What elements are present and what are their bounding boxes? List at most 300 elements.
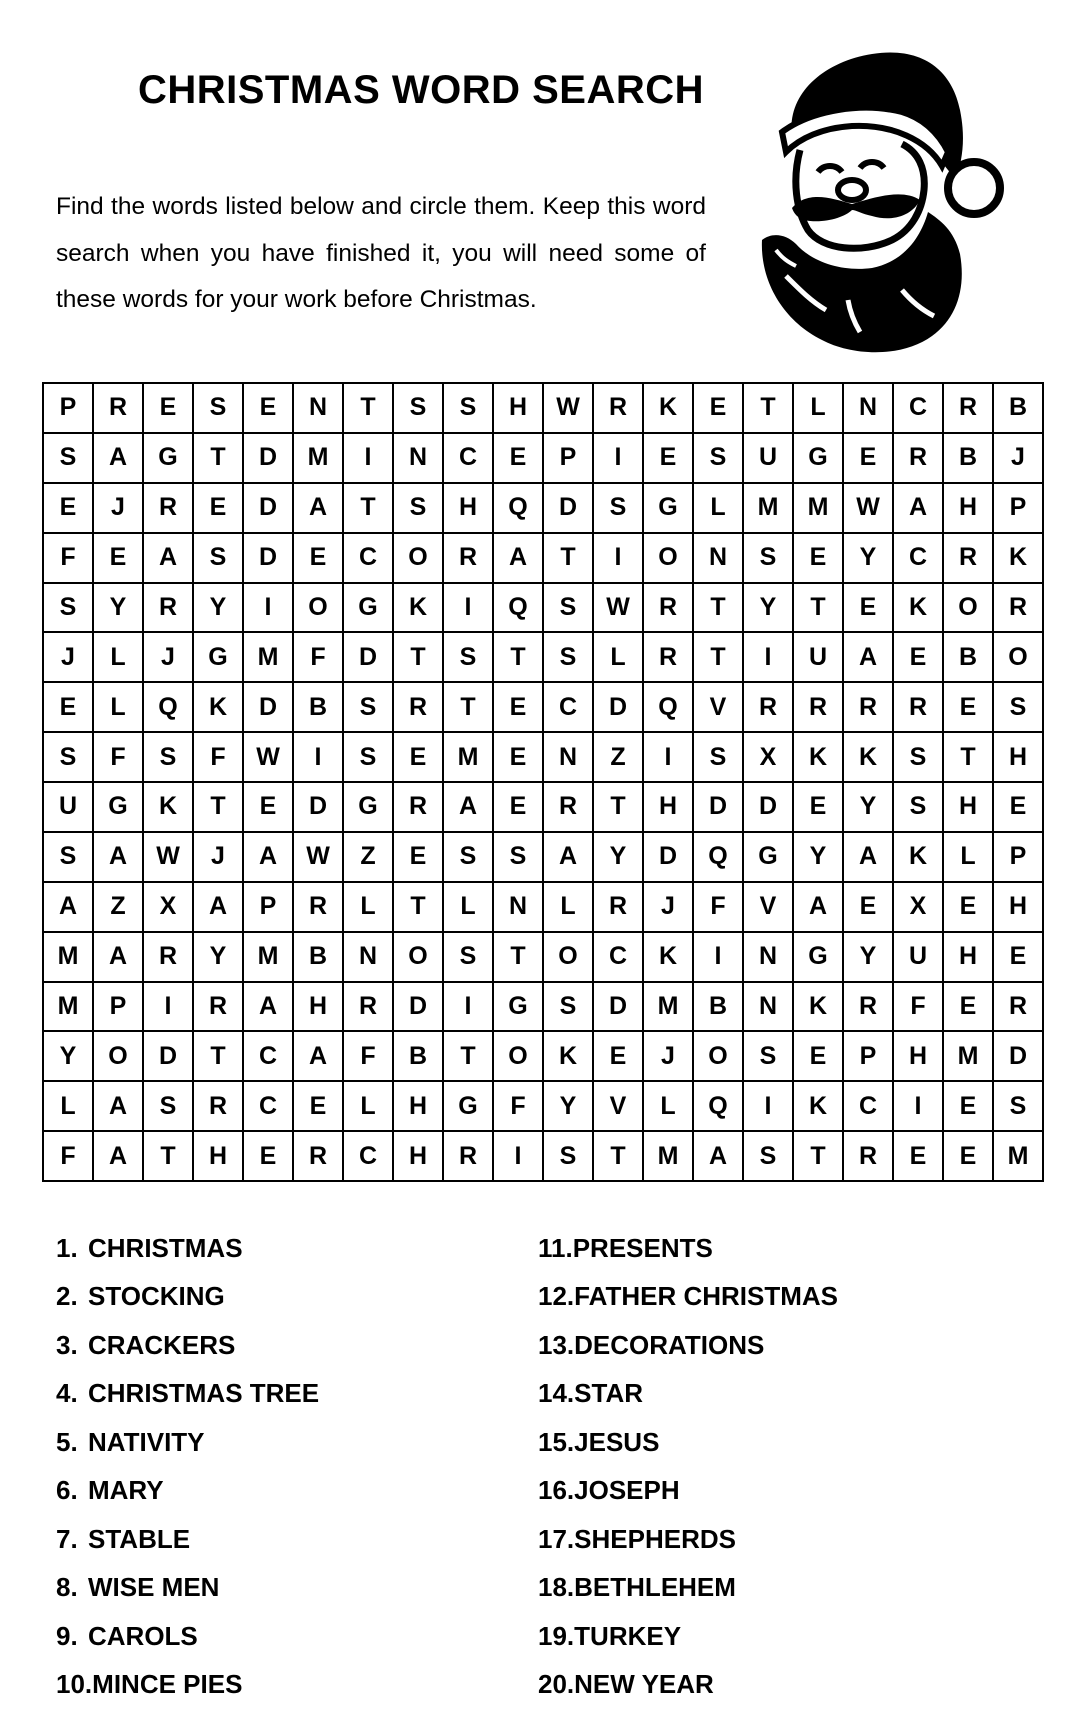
grid-cell[interactable]: I [494,1132,544,1182]
grid-cell[interactable]: E [694,384,744,434]
grid-cell[interactable]: U [44,783,94,833]
grid-cell[interactable]: S [194,534,244,584]
grid-cell[interactable]: T [444,1032,494,1082]
grid-cell[interactable]: R [994,983,1044,1033]
grid-cell[interactable]: F [694,883,744,933]
grid-cell[interactable]: R [894,434,944,484]
grid-cell[interactable]: M [294,434,344,484]
grid-cell[interactable]: S [694,733,744,783]
grid-cell[interactable]: E [894,1132,944,1182]
grid-cell[interactable]: H [994,733,1044,783]
grid-cell[interactable]: O [694,1032,744,1082]
grid-cell[interactable]: A [94,1132,144,1182]
grid-cell[interactable]: S [44,833,94,883]
grid-cell[interactable]: W [244,733,294,783]
grid-cell[interactable]: G [144,434,194,484]
grid-cell[interactable]: R [344,983,394,1033]
grid-cell[interactable]: S [394,384,444,434]
grid-cell[interactable]: A [844,833,894,883]
grid-cell[interactable]: T [194,783,244,833]
grid-cell[interactable]: T [394,633,444,683]
grid-cell[interactable]: R [294,1132,344,1182]
grid-cell[interactable]: C [244,1082,294,1132]
grid-cell[interactable]: S [194,384,244,434]
grid-cell[interactable]: P [844,1032,894,1082]
grid-cell[interactable]: I [744,633,794,683]
grid-cell[interactable]: T [194,1032,244,1082]
grid-cell[interactable]: E [994,933,1044,983]
grid-cell[interactable]: S [394,484,444,534]
grid-cell[interactable]: I [344,434,394,484]
grid-cell[interactable]: R [144,933,194,983]
grid-cell[interactable]: G [644,484,694,534]
grid-cell[interactable]: C [544,683,594,733]
grid-cell[interactable]: E [944,1082,994,1132]
grid-cell[interactable]: O [494,1032,544,1082]
grid-cell[interactable]: C [344,534,394,584]
grid-cell[interactable]: P [994,833,1044,883]
grid-cell[interactable]: S [444,833,494,883]
grid-cell[interactable]: T [944,733,994,783]
grid-cell[interactable]: F [94,733,144,783]
grid-cell[interactable]: T [794,1132,844,1182]
grid-cell[interactable]: I [444,584,494,634]
grid-cell[interactable]: F [894,983,944,1033]
grid-cell[interactable]: M [794,484,844,534]
grid-cell[interactable]: S [144,733,194,783]
grid-cell[interactable]: K [794,983,844,1033]
grid-cell[interactable]: Z [594,733,644,783]
grid-cell[interactable]: A [44,883,94,933]
grid-cell[interactable]: Q [644,683,694,733]
grid-cell[interactable]: G [494,983,544,1033]
grid-cell[interactable]: P [244,883,294,933]
grid-cell[interactable]: R [944,534,994,584]
grid-cell[interactable]: M [944,1032,994,1082]
grid-cell[interactable]: Q [694,1082,744,1132]
grid-cell[interactable]: L [594,633,644,683]
grid-cell[interactable]: A [244,983,294,1033]
grid-cell[interactable]: A [194,883,244,933]
grid-cell[interactable]: H [444,484,494,534]
grid-cell[interactable]: S [544,983,594,1033]
grid-cell[interactable]: R [444,534,494,584]
grid-cell[interactable]: E [944,683,994,733]
grid-cell[interactable]: T [594,783,644,833]
grid-cell[interactable]: S [994,683,1044,733]
grid-cell[interactable]: S [894,783,944,833]
grid-cell[interactable]: I [594,534,644,584]
grid-cell[interactable]: H [944,484,994,534]
grid-cell[interactable]: I [694,933,744,983]
grid-cell[interactable]: N [544,733,594,783]
grid-cell[interactable]: H [944,933,994,983]
grid-cell[interactable]: Y [794,833,844,883]
grid-cell[interactable]: D [594,983,644,1033]
grid-cell[interactable]: S [544,633,594,683]
grid-cell[interactable]: B [994,384,1044,434]
grid-cell[interactable]: U [744,434,794,484]
grid-cell[interactable]: R [844,1132,894,1182]
grid-cell[interactable]: S [744,534,794,584]
grid-cell[interactable]: O [394,933,444,983]
grid-cell[interactable]: R [744,683,794,733]
grid-cell[interactable]: T [544,534,594,584]
grid-cell[interactable]: E [294,534,344,584]
grid-cell[interactable]: M [744,484,794,534]
grid-cell[interactable]: E [944,1132,994,1182]
grid-cell[interactable]: H [194,1132,244,1182]
grid-cell[interactable]: Z [94,883,144,933]
grid-cell[interactable]: J [94,484,144,534]
grid-cell[interactable]: G [194,633,244,683]
grid-cell[interactable]: C [844,1082,894,1132]
grid-cell[interactable]: A [694,1132,744,1182]
grid-cell[interactable]: K [144,783,194,833]
grid-cell[interactable]: L [94,683,144,733]
grid-cell[interactable]: A [794,883,844,933]
grid-cell[interactable]: D [244,683,294,733]
grid-cell[interactable]: M [244,633,294,683]
grid-cell[interactable]: B [694,983,744,1033]
grid-cell[interactable]: K [894,833,944,883]
grid-cell[interactable]: N [344,933,394,983]
grid-cell[interactable]: S [444,933,494,983]
grid-cell[interactable]: E [244,1132,294,1182]
grid-cell[interactable]: H [944,783,994,833]
grid-cell[interactable]: D [744,783,794,833]
grid-cell[interactable]: S [444,633,494,683]
grid-cell[interactable]: N [394,434,444,484]
grid-cell[interactable]: E [294,1082,344,1132]
grid-cell[interactable]: N [694,534,744,584]
grid-cell[interactable]: E [44,484,94,534]
grid-cell[interactable]: I [644,733,694,783]
grid-cell[interactable]: R [144,584,194,634]
grid-cell[interactable]: F [494,1082,544,1132]
grid-cell[interactable]: S [544,1132,594,1182]
grid-cell[interactable]: B [394,1032,444,1082]
grid-cell[interactable]: E [944,983,994,1033]
grid-cell[interactable]: C [594,933,644,983]
grid-cell[interactable]: D [544,484,594,534]
grid-cell[interactable]: E [794,1032,844,1082]
grid-cell[interactable]: Y [594,833,644,883]
grid-cell[interactable]: T [794,584,844,634]
grid-cell[interactable]: Y [544,1082,594,1132]
grid-cell[interactable]: I [444,983,494,1033]
grid-cell[interactable]: K [644,933,694,983]
grid-cell[interactable]: Y [844,534,894,584]
grid-cell[interactable]: R [994,584,1044,634]
grid-cell[interactable]: E [844,584,894,634]
grid-cell[interactable]: N [744,983,794,1033]
grid-cell[interactable]: Y [94,584,144,634]
grid-cell[interactable]: F [44,534,94,584]
grid-cell[interactable]: A [894,484,944,534]
grid-cell[interactable]: I [744,1082,794,1132]
grid-cell[interactable]: S [44,434,94,484]
grid-cell[interactable]: I [294,733,344,783]
grid-cell[interactable]: F [294,633,344,683]
grid-cell[interactable]: R [444,1132,494,1182]
grid-cell[interactable]: R [894,683,944,733]
grid-cell[interactable]: E [794,783,844,833]
grid-cell[interactable]: D [644,833,694,883]
grid-cell[interactable]: T [744,384,794,434]
grid-cell[interactable]: V [594,1082,644,1132]
grid-cell[interactable]: T [344,484,394,534]
grid-cell[interactable]: T [494,933,544,983]
grid-cell[interactable]: H [394,1082,444,1132]
grid-cell[interactable]: N [744,933,794,983]
grid-cell[interactable]: O [394,534,444,584]
grid-cell[interactable]: F [44,1132,94,1182]
grid-cell[interactable]: T [394,883,444,933]
grid-cell[interactable]: S [744,1032,794,1082]
grid-cell[interactable]: E [244,783,294,833]
grid-cell[interactable]: A [294,484,344,534]
grid-cell[interactable]: J [994,434,1044,484]
grid-cell[interactable]: R [144,484,194,534]
grid-cell[interactable]: E [894,633,944,683]
grid-cell[interactable]: E [494,434,544,484]
grid-cell[interactable]: S [344,733,394,783]
grid-cell[interactable]: R [594,883,644,933]
grid-cell[interactable]: V [744,883,794,933]
grid-cell[interactable]: B [944,633,994,683]
grid-cell[interactable]: B [294,933,344,983]
grid-cell[interactable]: H [994,883,1044,933]
grid-cell[interactable]: N [294,384,344,434]
grid-cell[interactable]: Q [144,683,194,733]
grid-cell[interactable]: S [694,434,744,484]
grid-cell[interactable]: K [794,733,844,783]
grid-cell[interactable]: V [694,683,744,733]
grid-cell[interactable]: E [844,434,894,484]
grid-cell[interactable]: G [94,783,144,833]
grid-cell[interactable]: E [844,883,894,933]
grid-cell[interactable]: S [894,733,944,783]
grid-cell[interactable]: D [994,1032,1044,1082]
grid-cell[interactable]: G [344,783,394,833]
grid-cell[interactable]: T [494,633,544,683]
grid-cell[interactable]: L [344,1082,394,1132]
grid-cell[interactable]: O [944,584,994,634]
grid-cell[interactable]: A [844,633,894,683]
grid-cell[interactable]: E [394,733,444,783]
grid-cell[interactable]: N [494,883,544,933]
grid-cell[interactable]: T [344,384,394,434]
grid-cell[interactable]: D [144,1032,194,1082]
grid-cell[interactable]: E [194,484,244,534]
grid-cell[interactable]: B [944,434,994,484]
grid-cell[interactable]: E [944,883,994,933]
grid-cell[interactable]: O [544,933,594,983]
grid-cell[interactable]: R [644,584,694,634]
grid-cell[interactable]: H [494,384,544,434]
grid-cell[interactable]: S [994,1082,1044,1132]
grid-cell[interactable]: E [994,783,1044,833]
grid-cell[interactable]: Z [344,833,394,883]
grid-cell[interactable]: N [844,384,894,434]
grid-cell[interactable]: C [894,384,944,434]
grid-cell[interactable]: O [994,633,1044,683]
grid-cell[interactable]: Y [194,933,244,983]
grid-cell[interactable]: E [594,1032,644,1082]
grid-cell[interactable]: E [144,384,194,434]
grid-cell[interactable]: D [244,434,294,484]
grid-cell[interactable]: S [44,733,94,783]
grid-cell[interactable]: W [294,833,344,883]
grid-cell[interactable]: D [294,783,344,833]
grid-cell[interactable]: C [894,534,944,584]
grid-cell[interactable]: K [194,683,244,733]
grid-cell[interactable]: I [894,1082,944,1132]
grid-cell[interactable]: R [544,783,594,833]
grid-cell[interactable]: G [744,833,794,883]
grid-cell[interactable]: A [94,434,144,484]
grid-cell[interactable]: M [644,983,694,1033]
grid-cell[interactable]: A [94,933,144,983]
grid-cell[interactable]: Y [844,783,894,833]
grid-cell[interactable]: K [994,534,1044,584]
grid-cell[interactable]: D [594,683,644,733]
grid-cell[interactable]: M [44,933,94,983]
grid-cell[interactable]: M [994,1132,1044,1182]
grid-cell[interactable]: W [144,833,194,883]
grid-cell[interactable]: A [444,783,494,833]
grid-cell[interactable]: L [644,1082,694,1132]
grid-cell[interactable]: U [894,933,944,983]
grid-cell[interactable]: G [794,933,844,983]
grid-cell[interactable]: J [644,1032,694,1082]
grid-cell[interactable]: L [944,833,994,883]
grid-cell[interactable]: L [794,384,844,434]
grid-cell[interactable]: A [94,833,144,883]
grid-cell[interactable]: K [644,384,694,434]
grid-cell[interactable]: W [844,484,894,534]
grid-cell[interactable]: Y [744,584,794,634]
grid-cell[interactable]: Y [844,933,894,983]
grid-cell[interactable]: A [244,833,294,883]
grid-cell[interactable]: K [894,584,944,634]
grid-cell[interactable]: K [794,1082,844,1132]
grid-cell[interactable]: R [844,683,894,733]
grid-cell[interactable]: P [994,484,1044,534]
grid-cell[interactable]: S [344,683,394,733]
grid-cell[interactable]: P [44,384,94,434]
grid-cell[interactable]: I [144,983,194,1033]
grid-cell[interactable]: R [394,783,444,833]
grid-cell[interactable]: K [844,733,894,783]
grid-cell[interactable]: O [94,1032,144,1082]
grid-cell[interactable]: T [144,1132,194,1182]
grid-cell[interactable]: H [294,983,344,1033]
grid-cell[interactable]: E [494,733,544,783]
grid-cell[interactable]: J [644,883,694,933]
grid-cell[interactable]: X [894,883,944,933]
grid-cell[interactable]: S [444,384,494,434]
grid-cell[interactable]: A [94,1082,144,1132]
grid-cell[interactable]: S [594,484,644,534]
grid-cell[interactable]: A [144,534,194,584]
grid-cell[interactable]: E [394,833,444,883]
grid-cell[interactable]: E [244,384,294,434]
grid-cell[interactable]: E [44,683,94,733]
grid-cell[interactable]: E [494,683,544,733]
grid-cell[interactable]: C [244,1032,294,1082]
grid-cell[interactable]: D [344,633,394,683]
grid-cell[interactable]: R [794,683,844,733]
grid-cell[interactable]: L [444,883,494,933]
grid-cell[interactable]: H [394,1132,444,1182]
grid-cell[interactable]: C [344,1132,394,1182]
grid-cell[interactable]: S [544,584,594,634]
grid-cell[interactable]: R [844,983,894,1033]
grid-cell[interactable]: R [394,683,444,733]
grid-cell[interactable]: E [644,434,694,484]
grid-cell[interactable]: X [744,733,794,783]
grid-cell[interactable]: R [194,1082,244,1132]
grid-cell[interactable]: S [44,584,94,634]
grid-cell[interactable]: Y [44,1032,94,1082]
grid-cell[interactable]: Q [494,484,544,534]
grid-cell[interactable]: D [244,534,294,584]
grid-cell[interactable]: Y [194,584,244,634]
grid-cell[interactable]: K [394,584,444,634]
grid-cell[interactable]: R [194,983,244,1033]
grid-cell[interactable]: B [294,683,344,733]
grid-cell[interactable]: R [944,384,994,434]
grid-cell[interactable]: T [444,683,494,733]
grid-cell[interactable]: L [94,633,144,683]
grid-cell[interactable]: E [494,783,544,833]
grid-cell[interactable]: D [694,783,744,833]
grid-cell[interactable]: P [544,434,594,484]
grid-cell[interactable]: Q [494,584,544,634]
grid-cell[interactable]: D [394,983,444,1033]
grid-cell[interactable]: R [294,883,344,933]
grid-cell[interactable]: S [744,1132,794,1182]
grid-cell[interactable]: R [644,633,694,683]
grid-cell[interactable]: U [794,633,844,683]
grid-cell[interactable]: M [244,933,294,983]
grid-cell[interactable]: G [344,584,394,634]
grid-cell[interactable]: L [44,1082,94,1132]
grid-cell[interactable]: R [94,384,144,434]
grid-cell[interactable]: W [594,584,644,634]
grid-cell[interactable]: A [294,1032,344,1082]
grid-cell[interactable]: M [444,733,494,783]
grid-cell[interactable]: J [44,633,94,683]
grid-cell[interactable]: M [644,1132,694,1182]
grid-cell[interactable]: S [144,1082,194,1132]
grid-cell[interactable]: R [594,384,644,434]
grid-cell[interactable]: M [44,983,94,1033]
grid-cell[interactable]: T [194,434,244,484]
grid-cell[interactable]: W [544,384,594,434]
grid-cell[interactable]: A [494,534,544,584]
grid-cell[interactable]: H [894,1032,944,1082]
grid-cell[interactable]: J [194,833,244,883]
grid-cell[interactable]: L [344,883,394,933]
grid-cell[interactable]: T [694,584,744,634]
grid-cell[interactable]: T [694,633,744,683]
grid-cell[interactable]: L [694,484,744,534]
grid-cell[interactable]: E [94,534,144,584]
grid-cell[interactable]: J [144,633,194,683]
